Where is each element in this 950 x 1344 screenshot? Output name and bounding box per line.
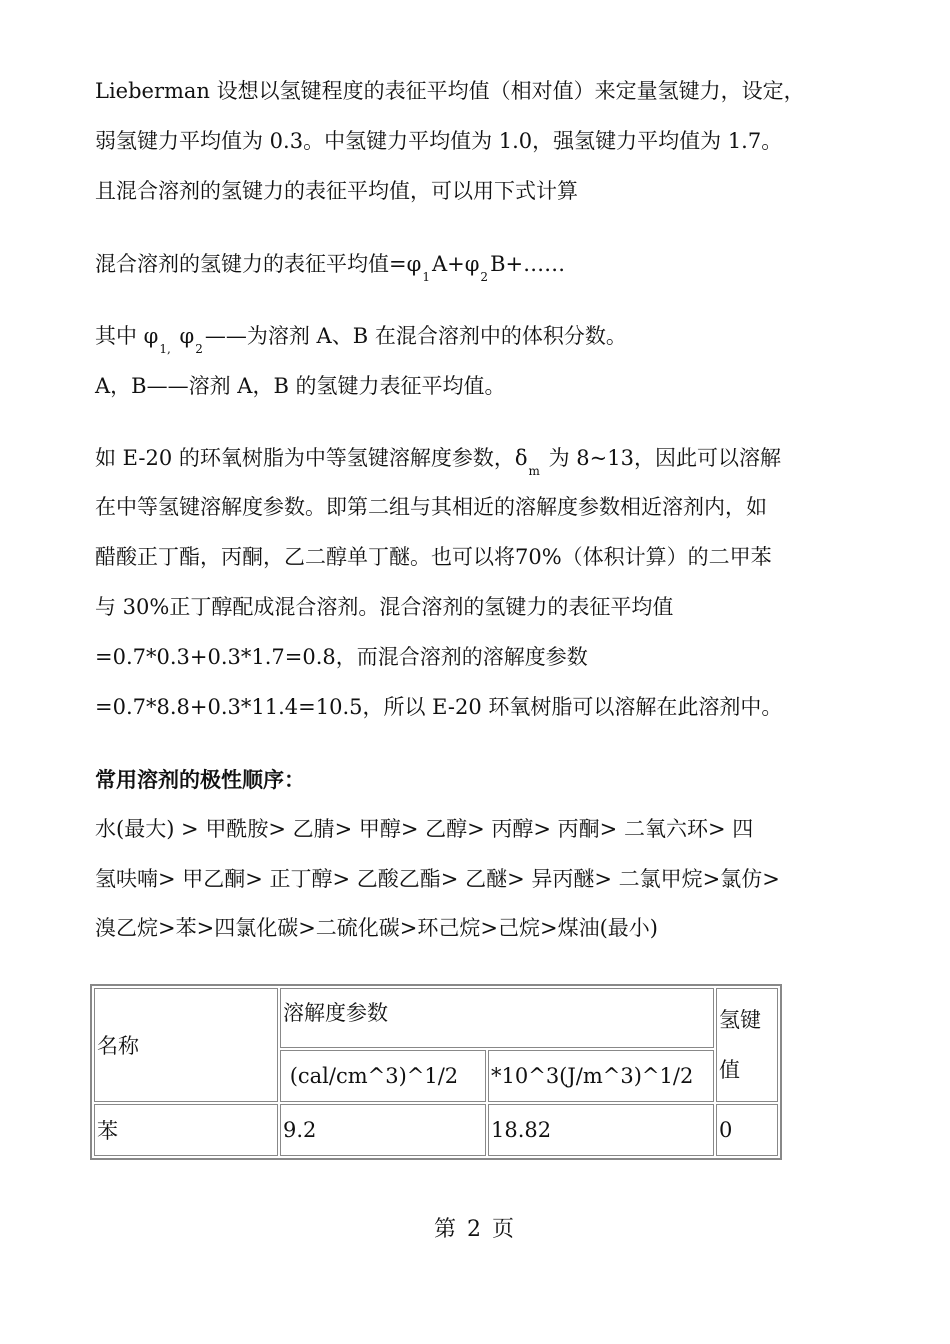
example-line: 醋酸正丁酯，丙酮，乙二醇单丁醚。也可以将70%（体积计算）的二甲苯 — [95, 545, 772, 569]
header-hbond-cell: 氢键值 — [716, 988, 778, 1102]
example-line: =0.7*0.3+0.3*1.7=0.8，而混合溶剂的溶解度参数 — [95, 645, 588, 669]
paragraph-line: Lieberman 设想以氢键程度的表征平均值（相对值）来定量氢键力，设定， — [95, 79, 805, 103]
formula-text: B+…… — [490, 252, 566, 276]
solvent-table — [90, 984, 782, 1160]
header-name-cell: 名称 — [94, 988, 278, 1102]
row-cal-cell: 9.2 — [280, 1104, 486, 1156]
paragraph-line: 弱氢键力平均值为 0.3。中氢键力平均值为 1.0，强氢键力平均值为 1.7。 — [95, 129, 783, 153]
example-subscript: m — [528, 464, 540, 478]
example-text: 为 8~13，因此可以溶解 — [541, 446, 781, 470]
row-hbond-cell: 0 — [716, 1104, 778, 1156]
example-line: 在中等氢键溶解度参数。即第二组与其相近的溶解度参数相近溶剂内，如 — [95, 495, 767, 519]
paragraph-line: 且混合溶剂的氢键力的表征平均值，可以用下式计算 — [95, 179, 578, 203]
example-line: =0.7*8.8+0.3*11.4=10.5，所以 E-20 环氧树脂可以溶解在此溶剂中。 — [95, 695, 783, 719]
definition-line: A，B——溶剂 A，B 的氢键力表征平均值。 — [95, 374, 506, 398]
row-name-cell: 苯 — [94, 1104, 278, 1156]
example-line: 与 30%正丁醇配成混合溶剂。混合溶剂的氢键力的表征平均值 — [95, 595, 674, 619]
definition-subscript: 1, — [159, 342, 171, 356]
definition-text: φ — [172, 324, 195, 348]
page-footer: 第 2 页 — [434, 1217, 516, 1242]
formula-subscript: 2 — [480, 270, 489, 284]
definition-line — [95, 324, 627, 356]
formula-line — [95, 252, 566, 284]
definition-text: 其中 φ — [95, 324, 159, 348]
unit-si-cell: *10^3(J/m^3)^1/2 — [488, 1050, 714, 1102]
row-si-cell: 18.82 — [488, 1104, 714, 1156]
example-line — [95, 446, 781, 478]
formula-subscript: 1 — [422, 270, 430, 284]
section-heading: 常用溶剂的极性顺序： — [95, 767, 305, 792]
formula-text: A+φ — [431, 252, 480, 276]
definition-subscript: 2 — [195, 342, 203, 356]
unit-cal-text: (cal/cm^3)^1/2 — [289, 1064, 459, 1088]
definition-text: ——为溶剂 A、B 在混合溶剂中的体积分数。 — [204, 324, 627, 348]
example-text: 如 E-20 的环氧树脂为中等氢键溶解度参数，δ — [95, 446, 528, 470]
header-solubility-cell: 溶解度参数 — [280, 988, 714, 1048]
polarity-line: 氢呋喃> 甲乙酮> 正丁醇> 乙酸乙酯> 乙醚> 异丙醚> 二氯甲烷>氯仿> — [95, 867, 780, 891]
formula-text: 混合溶剂的氢键力的表征平均值=φ — [95, 252, 422, 276]
polarity-line: 溴乙烷>苯>四氯化碳>二硫化碳>环己烷>己烷>煤油(最小) — [95, 916, 658, 940]
unit-cal-cell — [280, 1050, 486, 1102]
polarity-line: 水(最大) > 甲酰胺> 乙腈> 甲醇> 乙醇> 丙醇> 丙酮> 二氧六环> 四 — [95, 817, 754, 841]
